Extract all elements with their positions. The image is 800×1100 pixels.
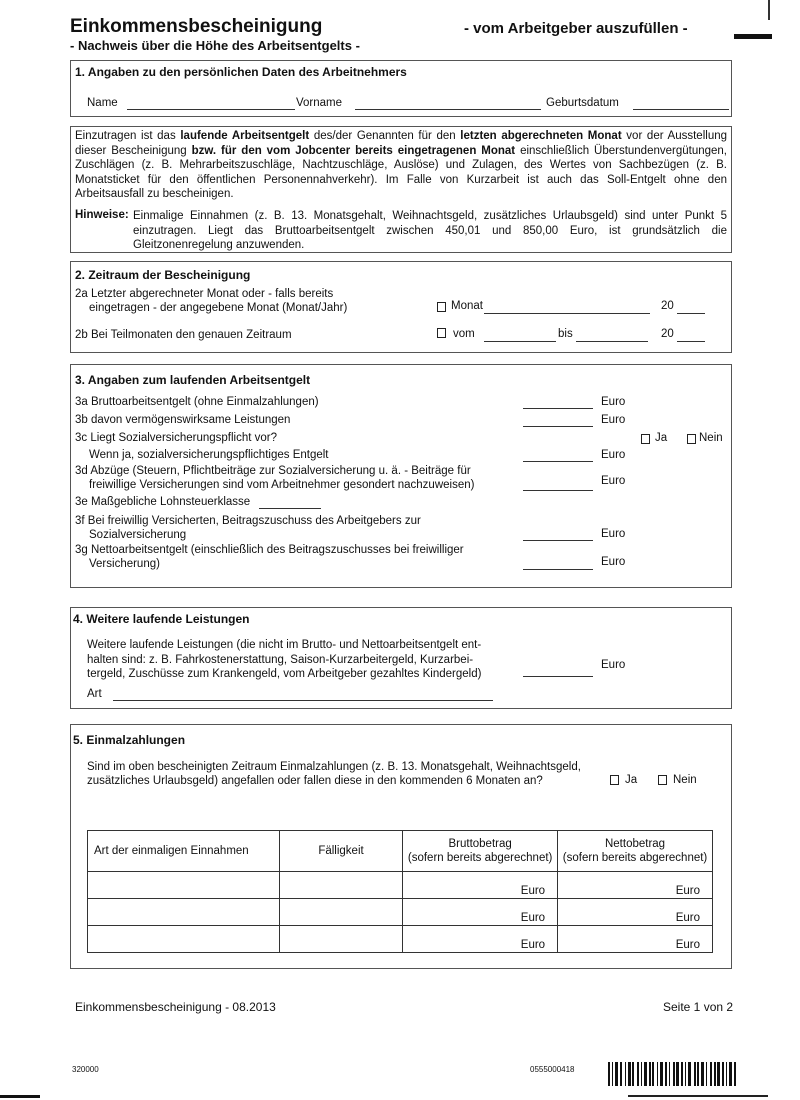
employer-note: - vom Arbeitgeber auszufüllen - xyxy=(464,20,688,37)
row-2a-label-cont: eingetragen - der angegebene Monat (Monat/Jahr) xyxy=(89,302,348,314)
beitragszuschuss-field[interactable] xyxy=(523,540,593,541)
section-2-heading: 2. Zeitraum der Bescheinigung xyxy=(75,268,251,282)
currency-3f: Euro xyxy=(601,528,626,540)
bruttoarbeitsentgelt-field[interactable] xyxy=(523,408,593,409)
bis-label: bis xyxy=(558,328,573,340)
currency-3g: Euro xyxy=(601,556,626,568)
section-4-text-line2: halten sind: z. B. Fahrkostenerstattung, Saison-Kurzarbeitergeld, Kurzarbei- xyxy=(87,654,474,666)
barcode xyxy=(608,1062,792,1086)
lohnsteuerklasse-field[interactable] xyxy=(259,508,321,509)
geburtsdatum-field[interactable] xyxy=(633,109,729,110)
document-title: Einkommensbescheinigung xyxy=(70,16,323,37)
einmal-ja-checkbox[interactable] xyxy=(610,775,619,785)
col-faelligkeit: Fälligkeit xyxy=(279,831,402,872)
section-4-heading: 4. Weitere laufende Leistungen xyxy=(73,612,250,626)
document-subtitle: - Nachweis über die Höhe des Arbeitsentgelts - xyxy=(70,38,360,53)
cell-faelligkeit[interactable] xyxy=(279,872,402,899)
currency-3c: Euro xyxy=(601,449,626,461)
cell-art[interactable] xyxy=(88,899,280,926)
section-3-heading: 3. Angaben zum laufenden Arbeitsentgelt xyxy=(75,373,311,387)
bis-field[interactable] xyxy=(576,341,648,342)
currency-3b: Euro xyxy=(601,414,626,426)
table-row xyxy=(88,872,713,899)
vermoegenswirksame-field[interactable] xyxy=(523,426,593,427)
vom-field[interactable] xyxy=(484,341,556,342)
year-field-2b[interactable] xyxy=(677,341,705,342)
table-row xyxy=(88,899,713,926)
instructions-text: Einzutragen ist das laufende Arbeitsentgelt des/der Genannten für den letzten abgerechneten Monat vor der Ausstellung dieser Bescheinigung bzw. für den vom Jobcenter bereits eingetragenen Monat einschließlich Überstundenvergütungen, Zuschlägen (z. B. Mehrarbeitszuschläge, Nachtzuschläge, Auslöse) und Zulagen, des Wertes von Sachbezügen (z. B. Monatsticket für den öffentlichen Personennahverkehr). Im Falle von Kurzarbeit ist auch das Soll-Entgelt ohne den Arbeitsausfall zu bescheinigen. xyxy=(75,130,728,200)
hinweise-label: Hinweise: xyxy=(75,209,129,221)
footer-form-name: Einkommensbescheinigung - 08.2013 xyxy=(75,1000,276,1014)
vorname-field[interactable] xyxy=(355,109,541,110)
art-field[interactable] xyxy=(113,700,493,701)
art-label: Art xyxy=(87,688,102,700)
section-4-text-line1: Weitere laufende Leistungen (die nicht im Brutto- und Nettoarbeitsentgelt ent- xyxy=(87,639,482,651)
sv-nein-label: Nein xyxy=(699,432,723,444)
einmal-nein-checkbox[interactable] xyxy=(658,775,667,785)
section-3-current-pay xyxy=(70,364,732,588)
row-3g-label: 3g Nettoarbeitsentgelt (einschließlich des Beitragszuschusses bei freiwilliger xyxy=(75,544,464,556)
section-5-heading: 5. Einmalzahlungen xyxy=(73,733,186,747)
cell-netto[interactable]: Euro xyxy=(558,899,713,926)
year-field-2a[interactable] xyxy=(677,313,705,314)
row-3a-label: 3a Bruttoarbeitsentgelt (ohne Einmalzahlungen) xyxy=(75,396,319,408)
scan-mark-vertical xyxy=(768,0,770,20)
row-3b-label: 3b davon vermögenswirksame Leistungen xyxy=(75,414,291,426)
instructions-box xyxy=(70,126,732,253)
row-3c-sub-label: Wenn ja, sozialversicherungspflichtiges Entgelt xyxy=(89,449,329,461)
sv-nein-checkbox[interactable] xyxy=(687,434,696,444)
row-2b-label: 2b Bei Teilmonaten den genauen Zeitraum xyxy=(75,329,292,341)
cell-netto[interactable]: Euro xyxy=(558,926,713,953)
scan-mark xyxy=(734,34,772,39)
cell-faelligkeit[interactable] xyxy=(279,926,402,953)
scan-mark-bottom-right xyxy=(628,1095,768,1097)
row-3c-label: 3c Liegt Sozialversicherungspflicht vor? xyxy=(75,432,277,444)
einmal-nein-label: Nein xyxy=(673,774,697,786)
abzuege-field[interactable] xyxy=(523,490,593,491)
row-3g-label-cont: Versicherung) xyxy=(89,558,160,570)
weitere-leistungen-field[interactable] xyxy=(523,676,593,677)
table-header-row xyxy=(88,831,713,872)
section-5-question-line2: zusätzliches Urlaubsgeld) angefallen oder fallen diese in den kommenden 6 Monaten an? xyxy=(87,775,543,787)
col-brutto: Bruttobetrag (sofern bereits abgerechnet) xyxy=(403,831,558,872)
one-time-payments-table xyxy=(87,830,713,953)
section-4-further-benefits xyxy=(70,607,732,709)
row-3d-label-cont: freiwillige Versicherungen sind vom Arbeitnehmer gesondert nachzuweisen) xyxy=(89,479,475,491)
row-2a-label: 2a Letzter abgerechneter Monat oder - falls bereits xyxy=(75,288,334,300)
section-4-text-line3: tergeld, Zuschüsse zum Krankengeld, vom Arbeitgeber gezahltes Kindergeld) xyxy=(87,668,482,680)
currency-3a: Euro xyxy=(601,396,626,408)
row-3e-label: 3e Maßgebliche Lohnsteuerklasse xyxy=(75,496,251,508)
vom-label: vom xyxy=(453,328,475,340)
name-field[interactable] xyxy=(127,109,295,110)
year-prefix-2b: 20 xyxy=(661,328,674,340)
table-row xyxy=(88,926,713,953)
sv-ja-label: Ja xyxy=(655,432,668,444)
scan-mark-bottom-left xyxy=(0,1095,40,1098)
sv-entgelt-field[interactable] xyxy=(523,461,593,462)
vorname-label: Vorname xyxy=(296,97,343,109)
currency-4: Euro xyxy=(601,659,626,671)
section-2-period xyxy=(70,261,732,353)
hinweise-text: Einmalige Einnahmen (z. B. 13. Monatsgehalt, Weihnachtsgeld, zusätzliches Urlaubsgeld) sind unter Punkt 5 einzutragen. Liegt das Bruttoarbeitsentgelt zwischen 450,01 und 850,00 Euro, ist grundsätzlich die Gleitzonenregelung anzuwenden. xyxy=(133,210,727,251)
vom-checkbox[interactable] xyxy=(437,328,446,338)
geburtsdatum-label: Geburtsdatum xyxy=(546,97,619,109)
monat-checkbox[interactable] xyxy=(437,302,446,312)
sv-ja-checkbox[interactable] xyxy=(641,434,650,444)
einmal-ja-label: Ja xyxy=(625,774,638,786)
name-label: Name xyxy=(87,97,118,109)
row-3f-label: 3f Bei freiwillig Versicherten, Beitragszuschuss des Arbeitgebers zur xyxy=(75,515,421,527)
year-prefix: 20 xyxy=(661,300,674,312)
section-5-one-time-payments xyxy=(70,724,732,969)
cell-brutto[interactable]: Euro xyxy=(403,899,558,926)
cell-netto[interactable]: Euro xyxy=(558,872,713,899)
section-5-question-line1: Sind im oben bescheinigten Zeitraum Einmalzahlungen (z. B. 13. Monatsgehalt, Weihnachtsgeld, xyxy=(87,761,581,773)
nettoarbeitsentgelt-field[interactable] xyxy=(523,569,593,570)
section-1-personal-data xyxy=(70,60,732,117)
footer-code-left: 320000 xyxy=(72,1065,99,1074)
row-3f-label-cont: Sozialversicherung xyxy=(89,529,187,541)
cell-art[interactable] xyxy=(88,926,280,953)
col-art: Art der einmaligen Einnahmen xyxy=(88,831,280,872)
monat-label: Monat xyxy=(451,300,483,312)
cell-art[interactable] xyxy=(88,872,280,899)
footer-page-number: Seite 1 von 2 xyxy=(663,1000,734,1014)
cell-brutto[interactable]: Euro xyxy=(403,926,558,953)
cell-brutto[interactable]: Euro xyxy=(403,872,558,899)
col-netto: Nettobetrag (sofern bereits abgerechnet) xyxy=(558,831,713,872)
cell-faelligkeit[interactable] xyxy=(279,899,402,926)
footer-code-right: 0555000418 xyxy=(530,1065,575,1074)
section-1-heading: 1. Angaben zu den persönlichen Daten des Arbeitnehmers xyxy=(75,65,407,79)
row-3d-label: 3d Abzüge (Steuern, Pflichtbeiträge zur Sozialversicherung u. ä. - Beiträge für xyxy=(75,465,471,477)
monat-field[interactable] xyxy=(484,313,650,314)
currency-3d: Euro xyxy=(601,475,626,487)
